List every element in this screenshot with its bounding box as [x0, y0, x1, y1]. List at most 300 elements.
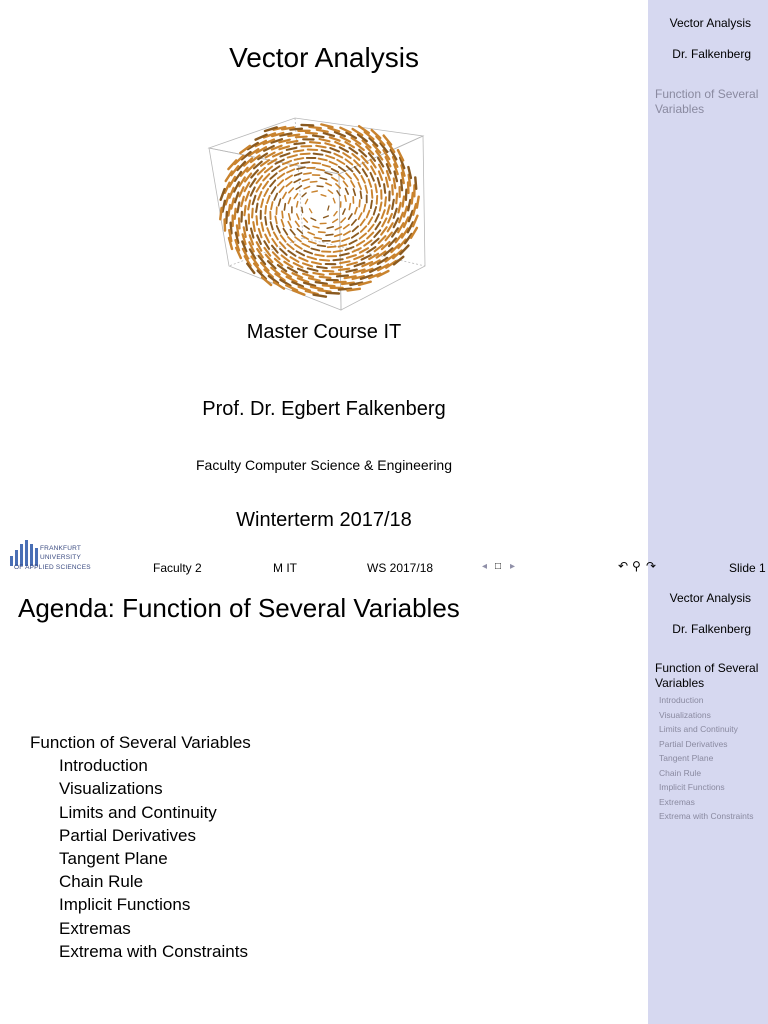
vector-arrow	[346, 159, 353, 164]
vector-arrow	[326, 156, 334, 159]
vector-arrow	[288, 268, 297, 273]
vector-arrow	[283, 193, 286, 199]
vector-arrow	[328, 128, 339, 131]
vector-arrow	[291, 257, 299, 262]
sidebar-item-limits[interactable]: Limits and Continuity	[659, 724, 738, 734]
vector-arrow	[326, 183, 332, 186]
vector-arrow	[318, 245, 326, 246]
vector-arrow	[297, 251, 305, 255]
vector-arrow	[354, 174, 358, 180]
vector-arrow	[265, 167, 272, 173]
vector-arrow	[246, 221, 247, 230]
vector-arrow	[378, 178, 380, 186]
footer-slide-number: Slide 1	[729, 561, 766, 575]
vector-arrow	[239, 178, 245, 187]
vector-arrow	[321, 195, 326, 197]
vector-arrow	[287, 244, 293, 249]
vector-arrow	[355, 167, 360, 173]
toc-item[interactable]: Implicit Functions	[59, 895, 191, 915]
vector-arrow	[415, 178, 416, 189]
toc-item[interactable]: Visualizations	[59, 779, 163, 799]
sidebar-title[interactable]: Vector Analysis	[669, 16, 751, 30]
toc-item[interactable]: Extremas	[59, 918, 131, 938]
vector-arrow	[398, 223, 403, 232]
nav-frame-icon[interactable]: □	[495, 561, 502, 572]
toc-item[interactable]: Chain Rule	[59, 872, 144, 892]
vector-arrow	[375, 184, 377, 192]
vector-arrow	[340, 147, 348, 152]
vector-arrow	[296, 186, 301, 190]
vector-arrow	[301, 154, 310, 155]
vector-arrow	[287, 141, 297, 143]
vector-arrow	[347, 166, 353, 171]
nav-next-icon[interactable]: ▸	[510, 561, 516, 572]
vector-arrow	[340, 261, 350, 263]
vector-arrow	[333, 198, 335, 203]
vector-arrow	[292, 282, 303, 286]
vector-arrow	[327, 293, 339, 294]
vector-arrow	[317, 186, 323, 187]
vector-arrow	[226, 212, 227, 223]
vector-arrow	[319, 290, 331, 292]
vector-arrow	[386, 233, 392, 241]
vector-arrow	[408, 182, 409, 193]
vector-arrow	[372, 239, 379, 245]
vector-arrow	[340, 253, 349, 255]
vector-arrow	[295, 158, 304, 160]
vector-arrow	[381, 227, 387, 234]
vector-arrow	[328, 247, 336, 248]
vector-arrow	[284, 262, 292, 267]
vector-arrow	[287, 169, 294, 172]
vector-arrow	[267, 196, 270, 203]
vector-arrow	[355, 208, 357, 214]
vector-arrow	[367, 211, 370, 218]
vector-arrow	[384, 184, 385, 193]
vector-arrow	[327, 227, 333, 229]
vector-arrow	[352, 154, 359, 160]
vector-arrow	[317, 169, 324, 170]
course-name: Master Course IT	[246, 321, 402, 343]
vector-arrow	[358, 182, 361, 189]
vector-arrow	[353, 226, 359, 231]
vector-arrow	[261, 199, 263, 207]
vector-arrow	[302, 208, 303, 213]
vector-arrow	[258, 192, 261, 200]
vector-arrow	[335, 142, 344, 146]
vector-arrow	[290, 230, 295, 235]
vector-arrow	[313, 226, 319, 228]
vector-arrow	[341, 137, 350, 142]
vector-arrow	[330, 162, 337, 165]
vector-arrow	[273, 252, 280, 259]
vector-arrow	[310, 209, 312, 213]
vector-arrow	[312, 163, 320, 164]
footer-bar	[0, 538, 768, 585]
vector-arrow	[408, 200, 410, 210]
vector-arrow	[320, 139, 330, 141]
vector-arrow	[257, 216, 258, 225]
vector-arrow	[230, 188, 234, 198]
sidebar-item-extrema-constraints[interactable]: Extrema with Constraints	[659, 811, 754, 821]
vector-arrow	[271, 222, 273, 229]
vector-arrow	[332, 178, 338, 182]
vector-arrow	[375, 214, 379, 222]
logo-line-3: OF APPLIED SCIENCES	[14, 564, 91, 571]
vector-arrow	[220, 208, 221, 219]
vector-arrow	[408, 222, 413, 232]
vector-arrow	[245, 183, 250, 191]
vector-arrow	[346, 189, 349, 195]
vector-arrow	[308, 232, 314, 235]
vector-arrow	[387, 205, 389, 214]
vector-arrow	[253, 196, 256, 204]
vector-arrow	[323, 165, 331, 167]
vector-arrow	[376, 222, 381, 229]
vector-arrow	[313, 136, 324, 138]
vector-arrow	[263, 182, 268, 189]
sidebar-item-implicit-functions[interactable]: Implicit Functions	[659, 782, 725, 792]
vector-arrow	[337, 160, 344, 164]
vector-arrow	[315, 255, 324, 256]
vector-arrow	[310, 182, 316, 183]
vector-arrow	[282, 255, 289, 261]
vector-arrow	[230, 177, 236, 187]
vector-arrow	[409, 211, 413, 221]
vector-arrow	[394, 209, 397, 218]
vector-arrow	[298, 269, 307, 273]
vector-arrow	[417, 197, 419, 208]
sidebar-author[interactable]: Dr. Falkenberg	[672, 622, 751, 636]
vector-arrow	[235, 209, 236, 219]
vector-arrow	[372, 190, 373, 198]
vector-arrow	[386, 178, 388, 187]
vector-arrow	[365, 186, 367, 193]
vector-arrow	[361, 176, 365, 183]
vector-arrow	[371, 173, 374, 181]
vector-arrow	[308, 257, 317, 260]
vector-arrow	[361, 191, 362, 198]
logo-line-2: UNIVERSITY	[40, 554, 82, 561]
vector-arrow	[277, 226, 280, 233]
vector-arrow	[352, 220, 356, 225]
vector-arrow	[265, 217, 266, 225]
vector-arrow	[288, 155, 297, 157]
vector-arrow	[241, 197, 244, 206]
sidebar	[648, 585, 768, 1024]
vector-arrow	[297, 202, 298, 207]
vector-arrow	[314, 238, 321, 239]
vector-arrow	[325, 173, 332, 175]
sidebar-item-extremas[interactable]: Extremas	[659, 796, 695, 807]
vector-field-cube-image	[205, 88, 435, 313]
vector-arrow	[278, 180, 283, 185]
vector-arrow	[280, 242, 286, 248]
vector-arrow	[258, 168, 265, 175]
vector-arrow	[404, 217, 408, 227]
toc-item[interactable]: Partial Derivatives	[59, 825, 196, 845]
vector-arrow	[270, 173, 276, 179]
vector-arrow	[297, 229, 302, 233]
sidebar-item-visualizations[interactable]: Visualizations	[659, 709, 711, 720]
vector-arrow	[336, 184, 340, 188]
vector-arrow	[238, 203, 240, 213]
vector-arrow	[279, 187, 283, 193]
vector-arrow	[282, 211, 283, 218]
vector-arrow	[294, 150, 303, 151]
toc-item[interactable]: Introduction	[59, 756, 148, 776]
vector-arrow	[305, 199, 307, 203]
vector-arrow	[280, 249, 287, 255]
vector-arrow	[306, 291, 318, 294]
vector-arrow	[339, 269, 349, 270]
professor-name: Prof. Dr. Egbert Falkenberg	[202, 398, 446, 420]
vector-arrow	[231, 199, 234, 209]
vector-arrow	[367, 233, 373, 239]
vector-arrow	[304, 218, 308, 222]
vector-arrow	[388, 223, 393, 231]
vector-arrow	[412, 193, 413, 204]
vector-arrow	[251, 229, 253, 238]
vector-arrow	[346, 173, 351, 178]
vector-arrow	[317, 267, 327, 268]
agenda-title: Agenda: Function of Several Variables	[18, 593, 460, 623]
vector-arrow	[226, 194, 229, 204]
vector-arrow	[396, 194, 397, 204]
vector-arrow	[349, 214, 352, 219]
vector-arrow	[286, 175, 292, 179]
vector-arrow	[312, 191, 317, 192]
sidebar-section[interactable]: Function of Several Variables	[655, 87, 759, 116]
vector-arrow	[321, 124, 332, 127]
vector-arrow	[287, 148, 297, 150]
vector-arrow	[309, 278, 320, 281]
vector-arrow	[296, 137, 307, 138]
vector-arrow	[271, 202, 273, 209]
vector-arrow	[248, 201, 250, 210]
vector-arrow	[319, 232, 325, 233]
vector-arrow	[311, 249, 319, 251]
vector-arrow	[368, 225, 373, 232]
vector-arrow	[359, 213, 362, 219]
vector-arrow	[332, 169, 339, 172]
vector-arrow	[221, 189, 225, 200]
vector-arrow	[314, 154, 323, 155]
vector-arrow	[343, 209, 345, 214]
vector-arrow	[264, 189, 268, 196]
vector-arrow	[324, 216, 329, 218]
vector-arrow	[333, 259, 342, 260]
vector-arrow	[223, 201, 225, 212]
vector-arrow	[374, 207, 376, 215]
vector-arrow	[304, 187, 310, 189]
vector-arrow	[294, 263, 303, 267]
sidebar-section[interactable]: Function of Several Variables	[655, 661, 759, 690]
vector-arrow	[335, 227, 341, 230]
vector-arrow	[309, 241, 316, 243]
nav-prev-icon[interactable]: ◂	[482, 561, 488, 572]
sidebar-item-introduction[interactable]: Introduction	[659, 695, 704, 705]
vector-arrow	[272, 166, 279, 171]
slide-title: Vector Analysis	[229, 42, 419, 73]
vector-arrow	[348, 289, 360, 291]
vector-arrow	[272, 239, 277, 246]
vector-arrow	[320, 260, 329, 261]
vector-arrow	[368, 217, 372, 224]
vector-arrow	[299, 258, 307, 262]
vector-arrow	[289, 214, 291, 220]
vector-arrow	[382, 218, 386, 226]
sidebar-item-tangent-plane[interactable]: Tangent Plane	[659, 753, 714, 763]
vector-arrow	[325, 143, 334, 146]
vector-arrow	[279, 199, 281, 206]
vector-arrow	[403, 197, 404, 207]
vector-arrow	[353, 189, 355, 195]
vector-arrow	[296, 221, 300, 226]
sidebar-item-partial-derivatives[interactable]: Partial Derivatives	[659, 738, 728, 749]
vector-arrow	[342, 238, 349, 241]
vector-arrow	[330, 137, 340, 140]
vector-arrow	[295, 245, 302, 249]
vector-arrow	[322, 150, 331, 152]
vector-arrow	[328, 206, 329, 210]
toc-item[interactable]: Limits and Continuity	[59, 802, 217, 822]
vector-arrow	[349, 240, 356, 244]
vector-arrow	[304, 226, 309, 229]
vector-arrow	[413, 204, 416, 215]
vector-arrow	[337, 276, 348, 277]
term: Winterterm 2017/18	[236, 509, 412, 531]
sidebar	[648, 0, 768, 585]
vector-arrow	[392, 185, 393, 194]
vector-arrow	[293, 290, 304, 295]
vector-arrow	[349, 204, 350, 210]
agenda-slide	[0, 585, 768, 1024]
nav-search-icon[interactable]: ⚲	[632, 559, 641, 573]
vector-arrow	[302, 125, 314, 126]
vector-arrow	[411, 228, 417, 238]
vector-arrow	[283, 229, 287, 235]
nav-back-icon[interactable]: ↶	[618, 559, 629, 573]
vector-arrow	[309, 127, 320, 128]
vector-arrow	[352, 233, 359, 238]
sidebar-author[interactable]: Dr. Falkenberg	[672, 47, 751, 61]
vector-arrow	[239, 218, 240, 228]
vector-arrow	[280, 167, 287, 171]
vector-arrow	[265, 206, 266, 214]
vector-arrow	[406, 190, 407, 200]
vector-arrow	[357, 241, 364, 246]
vector-arrow	[295, 237, 301, 242]
vector-arrow	[257, 184, 262, 192]
vector-arrow	[288, 251, 295, 256]
vector-arrow	[311, 287, 323, 289]
table-of-contents	[30, 731, 251, 963]
vector-arrow	[369, 179, 372, 187]
toc-item[interactable]: Tangent Plane	[59, 849, 168, 869]
vector-arrow	[299, 287, 310, 291]
vector-arrow	[234, 182, 239, 191]
vector-arrow	[335, 132, 345, 136]
vector-arrow	[262, 223, 264, 231]
vector-arrow	[252, 209, 253, 218]
vector-arrow	[388, 214, 392, 223]
vector-arrow	[251, 170, 257, 177]
vector-arrow	[334, 154, 342, 158]
vector-arrow	[334, 251, 342, 252]
footer-faculty: Faculty 2	[153, 561, 202, 575]
vector-arrow	[302, 244, 309, 247]
vector-arrow	[265, 235, 269, 243]
vector-arrow	[259, 229, 262, 237]
vector-arrow	[360, 234, 366, 239]
vector-arrow	[293, 273, 303, 277]
vector-arrow	[311, 218, 316, 220]
toc-heading[interactable]: Function of Several Variables	[30, 733, 251, 752]
vector-arrow	[304, 283, 315, 286]
vector-arrow	[303, 179, 310, 181]
vector-arrow	[332, 241, 340, 243]
vector-arrow	[344, 231, 350, 235]
sidebar-title[interactable]: Vector Analysis	[669, 591, 751, 605]
vector-arrow	[320, 178, 326, 180]
vector-arrow	[377, 196, 378, 204]
vector-arrow	[301, 162, 309, 163]
vector-arrow	[263, 174, 269, 180]
vector-arrow	[295, 173, 302, 176]
vector-arrow	[294, 143, 304, 144]
vector-arrow	[334, 212, 337, 216]
vector-arrow	[281, 235, 286, 241]
vector-arrow	[320, 277, 331, 278]
vector-arrow	[361, 226, 366, 232]
vector-arrow	[404, 207, 407, 217]
vector-arrow	[297, 214, 299, 219]
vector-arrow	[399, 203, 401, 213]
vector-arrow	[271, 187, 275, 193]
vector-arrow	[332, 267, 342, 268]
vector-arrow	[288, 198, 290, 204]
vector-arrow	[270, 180, 275, 186]
vector-arrow	[364, 240, 371, 245]
vector-arrow	[313, 273, 323, 275]
vector-arrow	[310, 142, 320, 143]
vector-arrow	[340, 128, 350, 133]
vector-arrow	[345, 142, 354, 147]
vector-arrow	[304, 251, 312, 254]
vector-arrow	[257, 176, 263, 183]
nav-forward-icon[interactable]: ↷	[646, 559, 657, 573]
vector-arrow	[294, 194, 297, 199]
footer-program: M IT	[273, 561, 297, 575]
sidebar-item-chain-rule[interactable]: Chain Rule	[659, 767, 702, 778]
vector-arrow	[364, 205, 366, 212]
vector-arrow	[225, 183, 230, 193]
vector-arrow	[239, 187, 243, 196]
vector-arrow	[284, 204, 285, 210]
vector-arrow	[344, 181, 348, 186]
vector-arrow	[303, 274, 313, 277]
vector-arrow	[330, 148, 339, 151]
logo-line-1: FRANKFURT	[40, 545, 82, 552]
vector-arrow	[323, 271, 333, 272]
vector-arrow	[363, 169, 367, 176]
toc-item[interactable]: Extrema with Constraints	[59, 941, 248, 961]
vector-arrow	[274, 232, 278, 239]
vector-arrow	[399, 213, 403, 222]
vector-arrow	[289, 188, 293, 193]
vector-arrow	[343, 153, 351, 158]
